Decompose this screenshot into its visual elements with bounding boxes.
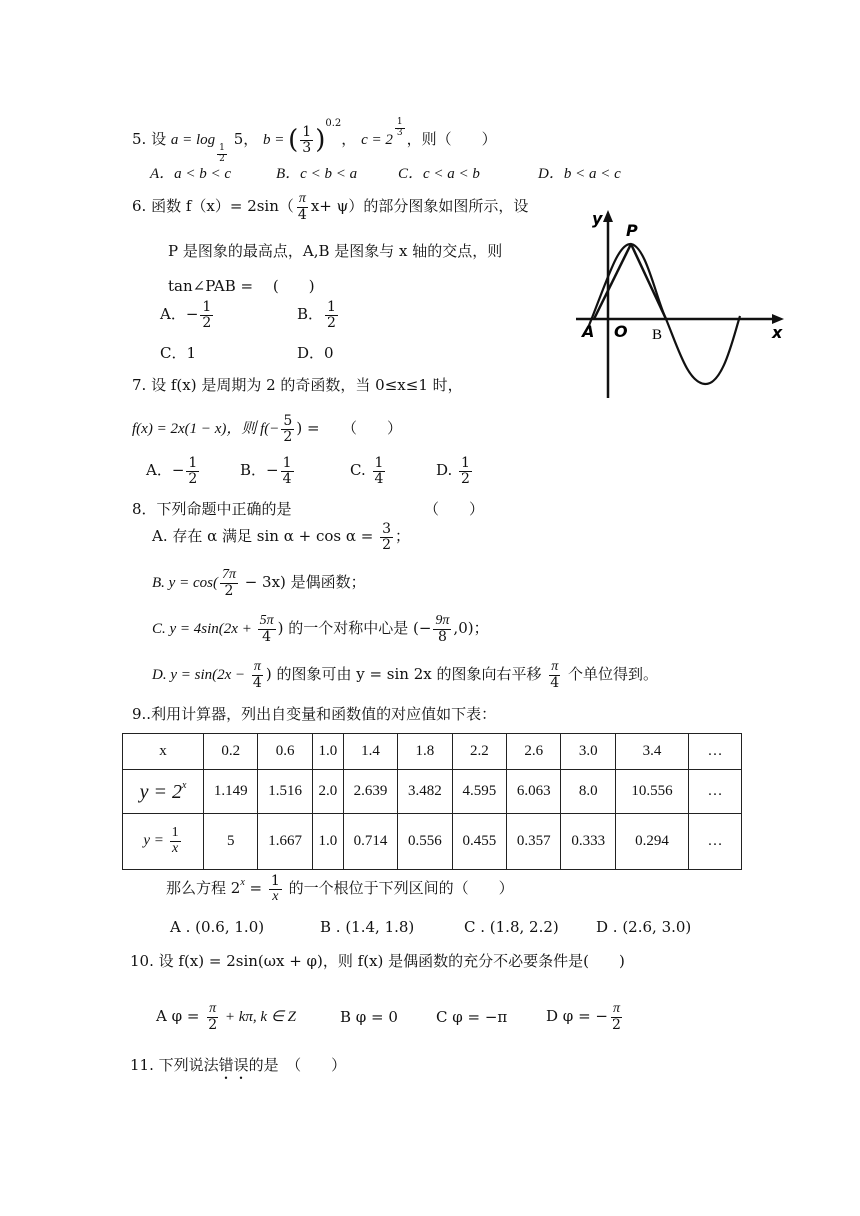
q5-tail: ，则（ ） bbox=[406, 130, 497, 148]
table-cell: 2.639 bbox=[343, 770, 397, 814]
table-cell: 3.482 bbox=[398, 770, 452, 814]
q5-stem: 5. 设 bbox=[132, 130, 167, 148]
q5-b-expr: b = bbox=[263, 132, 289, 148]
table-cell: 2.0 bbox=[312, 770, 343, 814]
q6-sine-graph bbox=[568, 208, 798, 400]
segment-pb bbox=[631, 244, 666, 319]
q5-c-exp: $\frac{1}{3}$ bbox=[396, 117, 403, 138]
table-cell: 2.6 bbox=[507, 734, 561, 770]
q6-stem-line3: tan∠PAB = ( ) bbox=[168, 277, 315, 295]
table-row bbox=[123, 770, 742, 814]
table-cell: 0.2 bbox=[204, 734, 258, 770]
table-header-y-recip: y = $\frac{1}{x}$ bbox=[123, 814, 204, 870]
y-axis-arrow bbox=[603, 210, 613, 222]
q5-b-exp: 0.2 bbox=[325, 118, 342, 129]
q9-option-c: C . (1.8, 2.2) bbox=[464, 918, 559, 936]
value-table bbox=[122, 733, 742, 870]
q5-line: 5. 设 a = log $\frac{1}{2}$ 5， b = ( $\frac{1}{3}$ )$^{0.2}$， c = 2 $\frac{1}{3}$ ，则（ ） bbox=[132, 117, 497, 164]
table-cell: 8.0 bbox=[561, 770, 616, 814]
table-cell: 0.455 bbox=[452, 814, 506, 870]
q6-stem-line2: P 是图象的最高点，A,B 是图象与 x 轴的交点，则 bbox=[168, 242, 503, 260]
q10-option-a: A φ = $\frac{\pi}{2}$ + kπ, k ∈ Z bbox=[156, 1001, 297, 1033]
q5-option-a: A．a < b < c bbox=[150, 166, 232, 182]
q5-b-frac: $\frac{1}{3}$ bbox=[302, 123, 312, 156]
graph-label-o: O bbox=[614, 322, 628, 341]
q8-option-d: D. y = sin(2x − $\frac{\pi}{4}$ ) 的图象可由 y = sin 2x 的图象向右平移 $\frac{\pi}{4}$ 个单位得到。 bbox=[152, 659, 658, 691]
q7-option-c: C. $\frac{1}{4}$ bbox=[350, 455, 384, 487]
table-cell: 1.667 bbox=[258, 814, 312, 870]
table-cell: … bbox=[689, 814, 742, 870]
table-row bbox=[123, 814, 742, 870]
q7-option-a: A．− $\frac{1}{2}$ bbox=[146, 455, 198, 487]
q8-option-b: B. y = cos( $\frac{7\pi}{2}$ − 3x) 是偶函数； bbox=[152, 567, 366, 599]
q10-option-d: D φ = − $\frac{\pi}{2}$ bbox=[546, 1001, 621, 1033]
graph-label-b: B bbox=[652, 327, 663, 343]
q10-option-b: B φ = 0 bbox=[340, 1008, 398, 1026]
table-cell: 0.294 bbox=[616, 814, 689, 870]
graph-label-x: x bbox=[772, 323, 783, 342]
q6-option-c: C．1 bbox=[160, 344, 197, 362]
table-cell: … bbox=[689, 734, 742, 770]
table-cell: 4.595 bbox=[452, 770, 506, 814]
table-cell: 3.4 bbox=[616, 734, 689, 770]
table-row bbox=[123, 734, 742, 770]
q8-option-a: A. 存在 α 满足 sin α + cos α = $\frac{3}{2}$ ； bbox=[152, 521, 411, 553]
q9-option-d: D . (2.6, 3.0) bbox=[596, 918, 692, 936]
q9-equation-line: 那么方程 $2^x$ = $\frac{1}{x}$ 的一个根位于下列区间的（ ） bbox=[166, 873, 514, 904]
table-header-x: x bbox=[123, 734, 204, 770]
table-cell: 6.063 bbox=[507, 770, 561, 814]
graph-label-y: y bbox=[592, 209, 603, 228]
table-cell: 1.4 bbox=[343, 734, 397, 770]
segment-ap bbox=[594, 244, 631, 319]
q8-option-c: C. y = 4sin(2x + $\frac{5\pi}{4}$ ) 的一个对称中心是 (− $\frac{9\pi}{8}$ ,0)； bbox=[152, 613, 489, 645]
q5-option-b: B．c < b < a bbox=[276, 166, 358, 182]
q6-option-b: B． $\frac{1}{2}$ bbox=[297, 299, 336, 331]
q5-option-c: C．c < a < b bbox=[398, 166, 480, 182]
q9-option-a: A . (0.6, 1.0) bbox=[170, 918, 265, 936]
table-cell: 2.2 bbox=[452, 734, 506, 770]
graph-label-p: P bbox=[626, 221, 638, 240]
table-cell: 1.0 bbox=[312, 734, 343, 770]
table-cell: 0.357 bbox=[507, 814, 561, 870]
graph-label-a: A bbox=[582, 322, 595, 341]
q7-stem-line1: 7. 设 f(x) 是周期为 2 的奇函数，当 0≤x≤1 时， bbox=[132, 376, 463, 394]
q5-a-expr: a = log bbox=[170, 132, 216, 148]
q8-paren: （ ） bbox=[424, 500, 485, 518]
q8-stem: 8．下列命题中正确的是 bbox=[132, 500, 292, 518]
q5-a-arg: 5 bbox=[233, 130, 244, 148]
table-cell: 5 bbox=[204, 814, 258, 870]
q6-stem-line1: 6. 函数 f（x）= 2sin（ $\frac{\pi}{4}$ x+ ψ）的部分图象如图所示，设 bbox=[132, 191, 529, 223]
q7-option-b: B．− $\frac{1}{4}$ bbox=[240, 455, 292, 487]
table-cell: 0.714 bbox=[343, 814, 397, 870]
q11-emphasis: 错误 bbox=[218, 1056, 249, 1074]
q10-stem: 10. 设 f(x) = 2sin(ωx + φ)，则 f(x) 是偶函数的充分不必要条件是( ) bbox=[130, 952, 625, 970]
q9-stem: 9..利用计算器，列出自变量和函数值的对应值如下表： bbox=[132, 705, 497, 723]
table-cell: 10.556 bbox=[616, 770, 689, 814]
q11-stem: 11. 下列说法错误的是 （ ） bbox=[130, 1056, 347, 1074]
table-cell: 1.8 bbox=[398, 734, 452, 770]
q5-a-base: $\frac{1}{2}$ bbox=[219, 143, 225, 164]
q5-option-d: D．b < a < c bbox=[538, 166, 621, 182]
q9-option-b: B . (1.4, 1.8) bbox=[320, 918, 415, 936]
q6-option-d: D．0 bbox=[297, 344, 334, 362]
q5-c-expr: c = 2 bbox=[361, 132, 393, 148]
q6-option-a: A．− $\frac{1}{2}$ bbox=[160, 299, 212, 331]
table-cell: 0.333 bbox=[561, 814, 616, 870]
table-cell: 0.556 bbox=[398, 814, 452, 870]
table-header-y-exp: $y = 2^x$ bbox=[123, 770, 204, 814]
table-cell: 3.0 bbox=[561, 734, 616, 770]
table-cell: 0.6 bbox=[258, 734, 312, 770]
table-cell: 1.0 bbox=[312, 814, 343, 870]
q10-option-c: C φ = −π bbox=[436, 1008, 508, 1026]
table-cell: 1.516 bbox=[258, 770, 312, 814]
table-cell: 1.149 bbox=[204, 770, 258, 814]
q7-option-d: D. $\frac{1}{2}$ bbox=[436, 455, 470, 487]
table-cell: … bbox=[689, 770, 742, 814]
q7-stem-line2: f(x) = 2x(1 − x)，则 f(− $\frac{5}{2}$ ) = （ ） bbox=[132, 413, 403, 445]
